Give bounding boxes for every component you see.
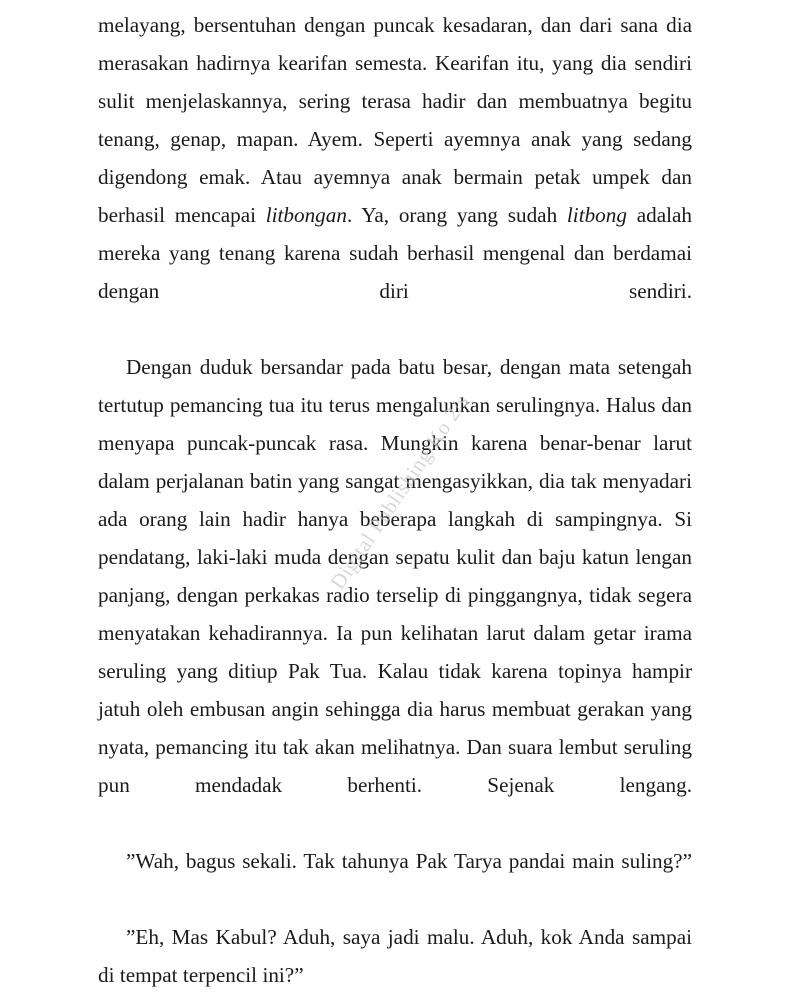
paragraph	[98, 918, 692, 994]
paragraph	[98, 842, 692, 918]
page-text-block	[98, 6, 692, 994]
italic-term: litbongan	[265, 203, 347, 227]
italic-term: litbong	[566, 203, 627, 227]
paragraph	[98, 6, 692, 348]
text-run: . Ya, orang yang sudah	[346, 203, 567, 227]
text-run: melayang, bersentuhan dengan puncak kesadaran, dan dari sana dia merasakan hadirnya kearifan semesta. Kearifan itu, yang dia sendiri sulit menjelaskannya, sering terasa hadir dan membuatnya begitu tenang, genap, mapan. Ayem. Seperti ayemnya anak yang sedang digendong emak. Atau ayemnya anak bermain petak umpek dan berhasil mencapai	[98, 13, 692, 227]
text-run: adalah mereka yang tenang karena sudah berhasil mengenal dan berdamai dengan diri sendiri.	[98, 203, 692, 303]
watermark: Digital Publishing/Ko 2/s	[325, 389, 474, 594]
text-run: ”Wah, bagus sekali. Tak tahunya Pak Tarya pandai main suling?”	[126, 849, 692, 873]
paragraph	[98, 348, 692, 842]
text-run: Dengan duduk bersandar pada batu besar, dengan mata setengah tertutup pemancing tua itu terus mengalunkan serulingnya. Halus dan menyapa puncak-puncak rasa. Mungkin karena benar-benar larut dalam perjalanan batin yang sangat mengasyikkan, dia tak menyadari ada orang lain hadir hanya beberapa langkah di sampingnya. Si pendatang, laki-laki muda dengan sepatu kulit dan baju katun lengan panjang, dengan perkakas radio terselip di pinggangnya, tidak segera menyatakan kehadirannya. Ia pun kelihatan larut dalam getar irama seruling yang ditiup Pak Tua. Kalau tidak karena topinya hampir jatuh oleh embusan angin sehingga dia harus membuat gerakan yang nyata, pemancing itu tak akan melihatnya. Dan suara lembut seruling pun mendadak berhenti. Sejenak lengang.	[98, 355, 692, 797]
text-run: ”Eh, Mas Kabul? Aduh, saya jadi malu. Aduh, kok Anda sampai di tempat terpencil ini?”	[98, 925, 692, 987]
